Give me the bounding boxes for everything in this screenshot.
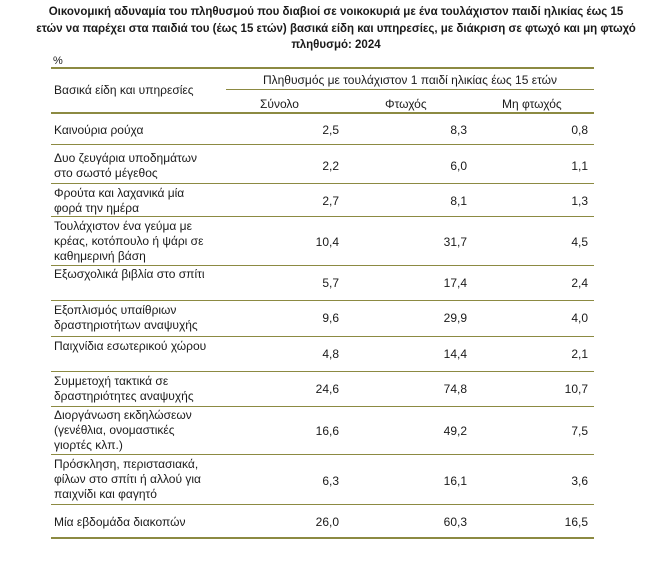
col-header-poor: Φτωχός	[385, 97, 427, 111]
cell-poor: 17,4	[443, 276, 467, 290]
row-divider	[51, 454, 594, 455]
row-label: Παιχνίδια εσωτερικού χώρου	[54, 339, 207, 353]
cell-total: 24,6	[315, 382, 339, 396]
row-divider	[51, 144, 594, 145]
group-header: Πληθυσμός με τουλάχιστον 1 παιδί ηλικίας έως 15 ετών	[262, 73, 558, 87]
row-label: Πρόσκληση, περιστασιακά, φίλων στο σπίτι ή αλλού για παιχνίδι και φαγητό	[54, 457, 201, 501]
row-label: Εξοπλισμός υπαίθριων δραστηριοτήτων αναψυχής	[54, 303, 198, 332]
col-header-nonpoor: Μη φτωχός	[502, 97, 562, 111]
row-divider	[51, 406, 594, 407]
cell-total: 4,8	[322, 347, 339, 361]
cell-total: 2,2	[322, 159, 339, 173]
cell-total: 2,5	[322, 123, 339, 137]
table-top-rule	[51, 67, 594, 69]
cell-poor: 8,1	[450, 194, 467, 208]
row-divider	[51, 504, 594, 505]
cell-total: 16,6	[315, 424, 339, 438]
cell-nonpoor: 4,5	[571, 235, 588, 249]
cell-poor: 29,9	[443, 311, 467, 325]
row-label: Εξωσχολικά βιβλία στο σπίτι	[54, 267, 205, 281]
cell-total: 9,6	[322, 311, 339, 325]
row-header: Βασικά είδη και υπηρεσίες	[54, 83, 194, 97]
cell-nonpoor: 4,0	[571, 311, 588, 325]
table-title: Οικονομική αδυναμία του πληθυσμού που διαβιοί σε νοικοκυριά με ένα τουλάχιστον παιδί ηλικίας έως 15 ετών να παρέχει στα παιδιά του (έως 15 ετών) βασικά είδη και υπηρεσίες, με διάκριση σε φτωχό και μη φτωχό πληθυσμό: 2024	[36, 6, 636, 51]
col-header-total: Σύνολο	[260, 97, 299, 111]
cell-poor: 49,2	[443, 424, 467, 438]
cell-poor: 74,8	[443, 382, 467, 396]
cell-nonpoor: 2,4	[571, 276, 588, 290]
cell-total: 5,7	[322, 276, 339, 290]
unit-label: %	[53, 55, 63, 67]
row-divider	[51, 183, 594, 184]
row-label: Διοργάνωση εκδηλώσεων (γενέθλια, ονομαστικές γιορτές κλπ.)	[54, 408, 192, 452]
row-label: Δυο ζευγάρια υποδημάτων στο σωστό μέγεθος	[54, 151, 197, 180]
row-divider	[51, 265, 594, 266]
cell-nonpoor: 3,6	[571, 474, 588, 488]
cell-poor: 14,4	[443, 347, 467, 361]
row-divider	[51, 300, 594, 301]
cell-nonpoor: 2,1	[571, 347, 588, 361]
table-bottom-rule	[51, 537, 594, 539]
row-divider	[51, 216, 594, 217]
cell-total: 2,7	[322, 194, 339, 208]
row-divider	[51, 336, 594, 337]
header-bottom-rule	[51, 112, 594, 114]
row-divider	[51, 371, 594, 372]
cell-nonpoor: 1,3	[571, 194, 588, 208]
row-label: Καινούρια ρούχα	[54, 123, 144, 137]
cell-total: 10,4	[315, 235, 339, 249]
cell-nonpoor: 10,7	[564, 382, 588, 396]
group-header-rule	[226, 89, 594, 90]
cell-nonpoor: 1,1	[571, 159, 588, 173]
cell-poor: 6,0	[450, 159, 467, 173]
row-label: Φρούτα και λαχανικά μία φορά την ημέρα	[54, 186, 185, 215]
cell-total: 6,3	[322, 474, 339, 488]
cell-nonpoor: 0,8	[571, 123, 588, 137]
cell-total: 26,0	[315, 515, 339, 529]
row-label: Τουλάχιστον ένα γεύμα με κρέας, κοτόπουλο ή ψάρι σε καθημερινή βάση	[54, 219, 204, 263]
cell-poor: 60,3	[443, 515, 467, 529]
cell-poor: 8,3	[450, 123, 467, 137]
cell-nonpoor: 16,5	[564, 515, 588, 529]
row-label: Μία εβδομάδα διακοπών	[54, 515, 186, 529]
cell-poor: 31,7	[443, 235, 467, 249]
cell-poor: 16,1	[443, 474, 467, 488]
cell-nonpoor: 7,5	[571, 424, 588, 438]
row-label: Συμμετοχή τακτικά σε δραστηριότητες αναψυχής	[54, 374, 194, 403]
